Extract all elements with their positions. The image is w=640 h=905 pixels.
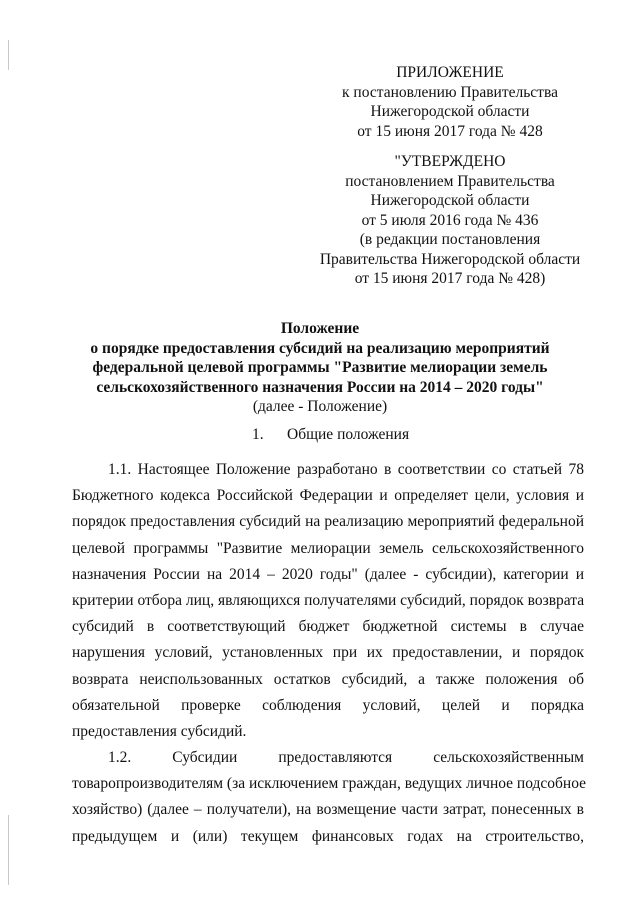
- title-line: о порядке предоставления субсидий на реализацию мероприятий: [90, 339, 550, 357]
- paragraph-line: назначения России на 2014 – 2020 годы" (далее - субсидии), категории и: [72, 565, 584, 583]
- section-number: 1.: [252, 426, 264, 443]
- body-text: [72, 457, 587, 850]
- paragraph-line: предыдущем и (или) текущем финансовых годах на строительство,: [72, 827, 584, 845]
- title-line: Положение: [280, 320, 360, 337]
- appendix-line: ПРИЛОЖЕНИЕ: [396, 64, 504, 81]
- paragraph-line: целевой программы "Развитие мелиорации земель сельскохозяйственного: [72, 539, 584, 557]
- paragraph-line: предоставления субсидий.: [72, 722, 247, 740]
- appendix-line: Нижегородской области: [370, 103, 530, 120]
- approved-line: Нижегородской области: [370, 192, 530, 209]
- paragraph-line: критерии отбора лиц, являющихся получателями субсидий, порядок возврата: [72, 591, 585, 609]
- approved-line: постановлением Правительства: [345, 172, 555, 190]
- paragraph-line: нарушения условий, установленных при их предоставлении, и порядок: [72, 644, 584, 662]
- approved-line: "УТВЕРЖДЕНО: [394, 153, 506, 170]
- paragraph-line: товаропроизводителям (за исключением граждан, ведущих личное подсобное: [72, 775, 587, 793]
- paragraph-line: 1.1. Настоящее Положение разработано в соответствии со статьей 78: [108, 461, 584, 478]
- appendix-line: от 15 июня 2017 года № 428: [357, 122, 543, 140]
- paragraph-line: порядок предоставления субсидий на реализацию мероприятий федеральной: [72, 513, 584, 531]
- approved-line: Правительства Нижегородской области: [319, 250, 581, 268]
- paragraph-line: 1.2. Субсидии предоставляются сельскохозяйственным: [108, 749, 584, 767]
- approved-line: от 5 июля 2016 года № 436: [361, 211, 539, 229]
- appendix-header: [300, 63, 600, 141]
- paragraph-line: хозяйство) (далее – получатели), на возмещение части затрат, понесенных в: [72, 801, 584, 819]
- approved-line: (в редакции постановления: [359, 231, 541, 248]
- scan-margin-mark: [8, 815, 9, 885]
- section-title: Общие положения: [287, 426, 410, 443]
- title-line: сельскохозяйственного назначения России на 2014 – 2020 годы": [96, 378, 544, 396]
- appendix-line: к постановлению Правительства: [342, 83, 558, 101]
- paragraph-line: возврата неиспользованных остатков субсидий, а также положения об: [72, 670, 584, 688]
- paragraph-line: обязательной проверке соблюдения условий, целей и порядка: [72, 696, 584, 714]
- title-line: федеральной целевой программы "Развитие мелиорации земель: [92, 359, 548, 376]
- approved-line: от 15 июня 2017 года № 428): [354, 270, 546, 287]
- paragraph-line: субсидий в соответствующий бюджет бюджетной системы в случае: [72, 618, 584, 636]
- paragraph-line: Бюджетного кодекса Российской Федерации и определяет цели, условия и: [72, 487, 584, 505]
- document-title: [60, 319, 580, 417]
- title-subtitle: (далее - Положение): [252, 398, 388, 415]
- approval-stamp-block: [300, 152, 600, 289]
- scan-margin-mark: [8, 40, 9, 70]
